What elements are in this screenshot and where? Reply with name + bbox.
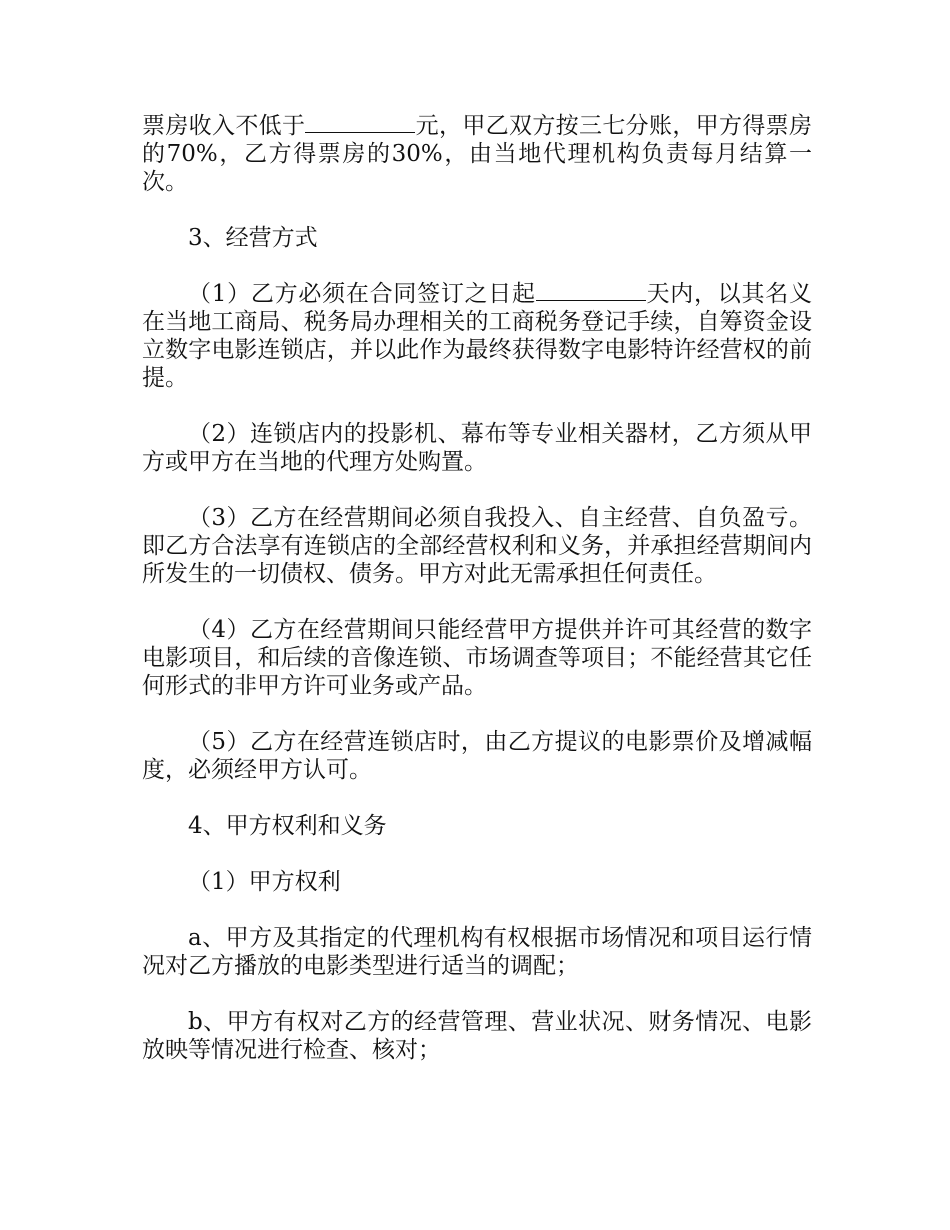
fill-in-blank	[305, 112, 415, 133]
paragraph-text: 3、经营方式	[188, 225, 318, 251]
paragraph-text: b、甲方有权对乙方的经营管理、营业状况、财务情况、电影放映等情况进行检查、核对；	[142, 1009, 812, 1063]
paragraph-text: （1）甲方权利	[188, 869, 341, 895]
paragraph-item-4-1-a	[142, 924, 812, 980]
paragraph-text: （1）乙方必须在合同签订之日起	[188, 281, 536, 307]
paragraph-text: 4、甲方权利和义务	[188, 813, 387, 839]
paragraph-item-4-1-b	[142, 1008, 812, 1064]
paragraph-text: （3）乙方在经营期间必须自我投入、自主经营、自负盈亏。即乙方合法享有连锁店的全部经营权利和义务，并承担经营期间内所发生的一切债权、债务。甲方对此无需承担任何责任。	[142, 505, 812, 587]
paragraph-item-3-1	[142, 280, 812, 392]
paragraph-section-3-heading	[142, 224, 812, 252]
paragraph-box-office	[142, 112, 812, 196]
paragraph-item-4-1-heading	[142, 868, 812, 896]
paragraph-item-3-5	[142, 728, 812, 784]
paragraph-text: 天内，以其名义在当地工商局、税务局办理相关的工商税务登记手续，自筹资金设立数字电影连锁店，并以此作为最终获得数字电影特许经营权的前提。	[142, 281, 813, 391]
paragraph-item-3-4	[142, 616, 812, 700]
fill-in-blank	[536, 280, 646, 301]
paragraph-text: 元，甲乙双方按三七分账，甲方得票房的70%，乙方得票房的30%，由当地代理机构负责每月结算一次。	[142, 113, 813, 195]
paragraph-text: a、甲方及其指定的代理机构有权根据市场情况和项目运行情况对乙方播放的电影类型进行适当的调配；	[142, 925, 812, 979]
paragraph-text: （2）连锁店内的投影机、幕布等专业相关器材，乙方须从甲方或甲方在当地的代理方处购置。	[142, 421, 812, 475]
paragraph-item-3-3	[142, 504, 812, 588]
paragraph-item-3-2	[142, 420, 812, 476]
paragraph-text: （5）乙方在经营连锁店时，由乙方提议的电影票价及增减幅度，必须经甲方认可。	[142, 729, 812, 783]
paragraph-text: 票房收入不低于	[142, 113, 306, 139]
document-page	[142, 112, 812, 1092]
paragraph-section-4-heading	[142, 812, 812, 840]
paragraph-text: （4）乙方在经营期间只能经营甲方提供并许可其经营的数字电影项目，和后续的音像连锁、市场调查等项目；不能经营其它任何形式的非甲方许可业务或产品。	[142, 617, 812, 699]
